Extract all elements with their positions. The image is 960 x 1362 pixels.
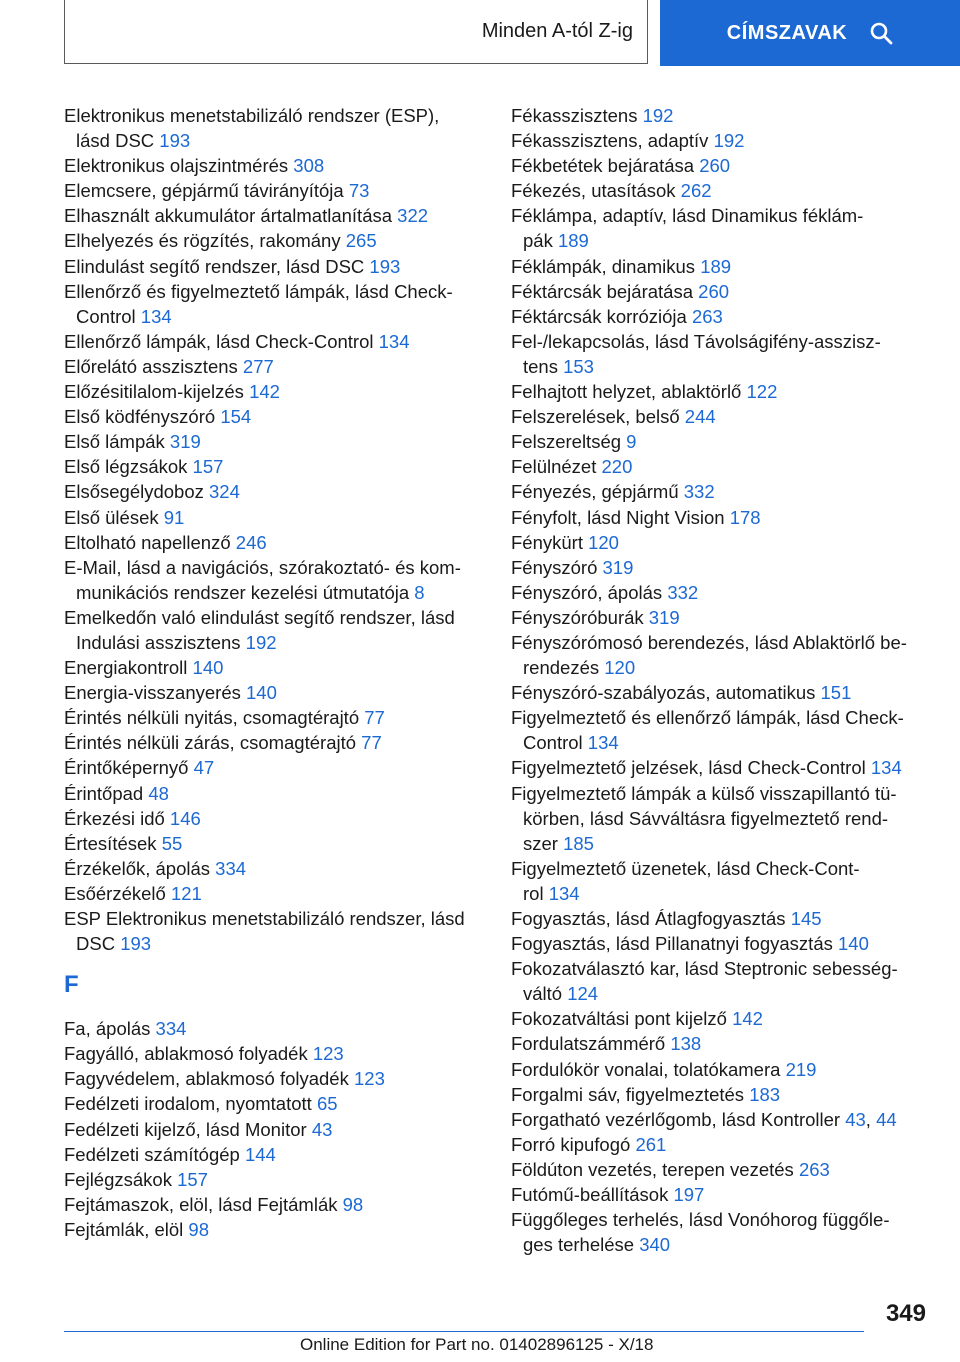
entry-text: Függőleges terhelés, lásd Vonóhorog függőle- [511,1209,890,1231]
page-reference-link[interactable]: 277 [242,355,274,377]
index-entry [511,1057,941,1082]
index-entry [64,755,484,780]
page-reference-link[interactable]: 8 [414,581,425,603]
page-reference-link[interactable]: 244 [684,406,716,428]
entry-text: ESP Elektronikus menetstabilizáló rendszer, lásd [64,908,465,929]
index-entry [64,254,484,279]
entry-text: Elhasznált akkumulátor ártalmatlanítása [64,205,393,227]
index-entry [64,505,484,530]
entry-text: Elektronikus olajszintmérés [64,155,289,177]
page-reference-link[interactable]: 319 [648,606,680,628]
entry-text: Fokozatváltási pont kijelző [511,1008,727,1030]
entry-text: Fényszórómosó berendezés, lásd Ablaktörlő be- [511,631,907,653]
entry-text-continued: rendezés [523,657,600,679]
index-entry [64,404,484,429]
entry-text: Fékbetétek bejáratása [511,155,695,177]
entry-text: Elektronikus menetstabilizáló rendszer (ESP), [64,105,440,126]
page-reference-link[interactable]: 140 [246,682,277,704]
index-entry [64,153,484,178]
entry-text: Fa, ápolás [64,1018,151,1040]
entry-text-continued: körben, lásd Sávváltásra figyelmeztető rend- [523,807,889,829]
index-entry [511,429,941,454]
section-letter: F [64,971,79,999]
entry-text: Fejlégzsákok [64,1168,172,1190]
page-reference-link[interactable]: 142 [732,1008,763,1030]
entry-text: Fényezés, gépjármű [511,481,679,503]
page-reference-link[interactable]: 124 [567,983,599,1005]
entry-text: Felhajtott helyzet, ablaktörlő [511,381,742,403]
entry-text: Futómű-beállítások [511,1184,669,1206]
index-entry: Forgatható vezérlőgomb, lásd Kontroller 43, 44 [511,1108,897,1130]
index-entry [511,1157,941,1182]
page-reference-link[interactable]: 142 [249,381,280,403]
index-entry [511,530,941,555]
index-entry [511,755,941,780]
index-entry [64,705,484,730]
page-reference-link[interactable]: 193 [120,933,152,955]
page-reference-link[interactable]: 263 [691,305,723,327]
entry-text: Figyelmeztető lámpák a külső visszapillantó tü- [511,782,897,804]
index-column-left [64,103,484,1242]
page-reference-link[interactable]: 43 [845,1108,866,1130]
entry-text: Fénykürt [511,531,583,553]
page-reference-link[interactable]: 185 [563,832,594,854]
index-entry [511,630,941,680]
entry-text: Fényfolt, lásd Night Vision [511,506,725,528]
index-entry [511,605,941,630]
page-reference-link[interactable]: 134 [378,330,410,352]
page-reference-link[interactable]: 140 [838,933,869,955]
entry-text-continued: Control [523,732,583,754]
entry-text: Előzésitilalom-kijelzés [64,381,244,403]
page-reference-link[interactable]: 263 [798,1158,830,1180]
entry-text: Érkezési idő [64,807,165,829]
page-reference-link[interactable]: 219 [785,1058,817,1080]
index-column-right [511,103,941,1257]
entry-text: Fedélzeti irodalom, nyomtatott [64,1093,312,1115]
entry-text: Fordulatszámmérő [511,1033,666,1055]
page-reference-link[interactable]: 65 [316,1093,338,1115]
page-reference-link[interactable]: 91 [163,506,185,528]
index-entry [64,680,484,705]
entry-text: Elindulást segítő rendszer, lásd DSC [64,255,365,277]
index-entry [511,1082,941,1107]
entry-text: Fedélzeti számítógép [64,1143,240,1165]
index-entry [64,555,484,605]
entry-text: E-Mail, lásd a navigációs, szórakoztató- és kom- [64,556,461,578]
entry-text: Forró kipufogó [511,1133,631,1155]
index-entry [511,454,941,479]
page-reference-link[interactable]: 43 [311,1118,333,1140]
page-reference-link[interactable]: 55 [161,832,183,854]
entry-text-continued: munikációs rendszer kezelési útmutatója [76,581,410,603]
page-reference-link[interactable]: 73 [348,180,370,202]
page-reference-link[interactable]: 189 [557,230,589,252]
entry-text: Érintés nélküli nyitás, csomagtérajtó [64,707,360,729]
index-entry [64,655,484,680]
index-entry [511,906,941,931]
index-entry [64,354,484,379]
page-reference-link[interactable]: 319 [169,431,201,453]
entry-text-continued: DSC [76,933,116,955]
entry-text: Fékasszisztens, adaptív [511,130,709,152]
entry-text: Fedélzeti kijelző, lásd Monitor [64,1118,307,1140]
page-reference-link[interactable]: 332 [683,481,715,503]
page-reference-link[interactable]: 183 [749,1083,781,1105]
index-entry [511,1031,941,1056]
tab-index-label: Minden A-tól Z-ig [481,20,633,42]
index-entry [511,1207,941,1257]
entry-text: Energia-visszanyerés [64,682,241,704]
index-entry [511,931,941,956]
index-entry [511,555,941,580]
page-reference-link[interactable]: 197 [673,1184,705,1206]
page-reference-link[interactable]: 260 [698,280,730,302]
entry-text: Fagyvédelem, ablakmosó folyadék [64,1068,349,1090]
page-reference-link[interactable]: 189 [700,255,732,277]
entry-text-continued: ges terhelése [523,1234,635,1256]
page-reference-link[interactable]: 340 [639,1234,671,1256]
page-reference-link[interactable]: 134 [140,305,172,327]
page-reference-link[interactable]: 47 [193,757,215,779]
index-entry [64,1142,484,1167]
index-entry [64,228,484,253]
entry-text: Fejtámaszok, elöl, lásd Fejtámlák [64,1193,338,1215]
entry-text: Fényszóró-szabályozás, automatikus [511,682,816,704]
index-entry [64,831,484,856]
entry-text: Fényszóró [511,556,598,578]
entry-text: Felszereltség [511,431,622,453]
page-reference-link[interactable]: 9 [626,431,637,453]
index-entry [511,479,941,504]
entry-text: Első ködfényszóró [64,406,216,428]
page-reference-link[interactable]: 77 [361,732,382,754]
index-entry [64,730,484,755]
index-entry [64,329,484,354]
page-reference-link[interactable]: 334 [155,1018,187,1040]
index-entry [511,705,941,755]
index-entry [64,1016,484,1041]
entry-text: Érintőpad [64,782,144,804]
entry-text: Fejtámlák, elöl [64,1218,184,1240]
index-entry [64,1066,484,1091]
index-entry [64,203,484,228]
index-entry [64,429,484,454]
footer-edition-text: Online Edition for Part no. 01402896125 - X/18 [300,1335,654,1354]
page-reference-link[interactable]: 261 [635,1133,667,1155]
page-reference-link[interactable]: 246 [235,531,267,553]
page-reference-link[interactable]: 220 [601,456,633,478]
entry-text: Előrelátó asszisztens [64,355,238,377]
entry-text: Fagyálló, ablakmosó folyadék [64,1043,308,1065]
entry-text: Forgatható vezérlőgomb, lásd Kontroller [511,1108,841,1130]
entry-text: Fényszóró, ápolás [511,581,663,603]
page-reference-link[interactable]: 154 [220,406,252,428]
page-reference-link[interactable]: 192 [713,130,745,152]
page-reference-link[interactable]: 265 [345,230,377,252]
index-entry [64,806,484,831]
index-entry [511,178,941,203]
entry-text-continued: Indulási asszisztens [76,631,241,653]
entry-text: Fékasszisztens [511,105,638,126]
page-reference-link[interactable]: 145 [790,908,822,929]
index-entry [64,103,484,153]
index-entry [64,605,484,655]
entry-text: Fogyasztás, lásd Pillanatnyi fogyasztás [511,933,833,955]
entry-text-continued: lásd DSC [76,130,155,152]
page-reference-link[interactable]: 138 [670,1033,702,1055]
index-entry [511,680,941,705]
index-entry [511,103,941,128]
index-entry [511,781,941,856]
entry-text-continued: rol [523,882,544,904]
index-entry [511,1132,941,1157]
entry-text: Emelkedőn való elindulást segítő rendszer, lásd [64,606,455,628]
entry-text: Fokozatválasztó kar, lásd Steptronic sebesség- [511,958,898,980]
search-icon[interactable] [869,21,893,45]
page-reference-link[interactable]: 44 [876,1108,897,1130]
page-reference-link[interactable]: 98 [342,1193,364,1215]
entry-text: Fordulókör vonalai, tolatókamera [511,1058,781,1080]
page-reference-link[interactable]: 192 [642,105,674,126]
entry-text-continued: tens [523,355,558,377]
index-entry [511,254,941,279]
page-reference-link[interactable]: 322 [397,205,429,227]
index-entry [64,1217,484,1242]
entry-text-continued: szer [523,832,558,854]
page-reference-link[interactable]: 192 [245,631,277,653]
page-reference-link[interactable]: 260 [699,155,731,177]
entry-text-continued: Control [76,305,136,327]
entry-text-continued: pák [523,230,553,252]
entry-text: Energiakontroll [64,657,188,679]
page-reference-link[interactable]: 153 [563,355,594,377]
entry-text: Érzékelők, ápolás [64,857,211,879]
top-navigation [0,0,960,66]
index-entry [64,781,484,806]
page-reference-link[interactable]: 77 [364,707,385,729]
index-entry [64,454,484,479]
tab-keywords-label: CÍMSZAVAK [726,21,848,44]
entry-text: Érintés nélküli zárás, csomagtérajtó [64,732,357,754]
page-reference-link[interactable]: 120 [604,657,636,679]
entry-text: Eltolható napellenző [64,531,231,553]
entry-text: Első ülések [64,506,159,528]
index-entry [511,329,941,379]
entry-text: Értesítések [64,832,157,854]
page-reference-link[interactable]: 134 [870,757,902,779]
page-reference-link[interactable]: 98 [188,1218,209,1240]
entry-text: Fényszóróburák [511,606,644,628]
page-reference-link[interactable]: 120 [588,531,619,553]
entry-text: Felszerelések, belső [511,406,680,428]
page-reference-link[interactable]: 157 [177,1168,208,1190]
page-reference-link[interactable]: 308 [293,155,325,177]
index-entry [64,1091,484,1116]
entry-text: Elhelyezés és rögzítés, rakomány [64,230,341,252]
index-entry [511,505,941,530]
page-reference-link[interactable]: 122 [746,381,778,403]
entry-text: Első lámpák [64,431,165,453]
index-entry [511,1182,941,1207]
index-entry [64,178,484,203]
entry-text-continued: váltó [523,983,563,1005]
page-reference-link[interactable]: 123 [354,1068,385,1090]
index-entry [64,1167,484,1192]
tab-keywords[interactable] [660,0,960,66]
entry-text: Figyelmeztető üzenetek, lásd Check-Cont- [511,857,860,879]
index-entry [64,881,484,906]
index-entry [511,203,941,253]
page-reference-link[interactable]: 193 [159,130,191,152]
entry-text: Érintőképernyő [64,757,189,779]
page-number: 349 [885,1300,926,1327]
page-reference-link[interactable]: 151 [820,682,852,704]
entry-text: Fel-/lekapcsolás, lásd Távolságifény-asszisz- [511,330,881,352]
page-reference-link[interactable]: 134 [548,882,580,904]
index-entry [64,1117,484,1142]
page-reference-link[interactable]: 121 [170,882,202,904]
index-entry [511,404,941,429]
page-reference-link[interactable]: 178 [729,506,761,528]
entry-text: Földúton vezetés, terepen vezetés [511,1158,794,1180]
entry-text: Féktárcsák korróziója [511,305,687,327]
index-entry [511,153,941,178]
index-entry [64,279,484,329]
page-reference-link[interactable]: 334 [215,857,247,879]
entry-text: Féktárcsák bejáratása [511,280,694,302]
index-entry [64,906,484,956]
index-entry [64,856,484,881]
index-entry [511,304,941,329]
entry-text: Ellenőrző lámpák, lásd Check-Control [64,330,374,352]
index-entry [511,1006,941,1031]
entry-text: Fékezés, utasítások [511,180,676,202]
index-entry [511,956,941,1006]
page-reference-link[interactable]: 48 [148,782,169,804]
page-reference-link[interactable]: 319 [602,556,634,578]
page-reference-link[interactable]: 146 [169,807,201,829]
index-entry [64,479,484,504]
entry-text: Elsősegélydoboz [64,481,204,503]
entry-text: Első légzsákok [64,456,188,478]
page-reference-link[interactable]: 140 [192,657,224,679]
entry-text: Féklámpa, adaptív, lásd Dinamikus féklám- [511,205,864,227]
entry-text: Féklámpák, dinamikus [511,255,696,277]
index-entry [511,856,941,906]
tab-index-a-z[interactable] [64,0,648,64]
footer-divider [64,1331,864,1332]
page-reference-link[interactable]: 123 [312,1043,344,1065]
entry-text: Esőérzékelő [64,882,166,904]
index-entry [511,128,941,153]
index-entry [64,1192,484,1217]
index-entry [511,379,941,404]
page-reference-link[interactable]: 324 [209,481,240,503]
index-entry [64,530,484,555]
index-entry [511,580,941,605]
page-reference-link[interactable]: 134 [587,732,619,754]
page-reference-link[interactable]: 157 [192,456,224,478]
entry-text: Figyelmeztető jelzések, lásd Check-Control [511,757,866,779]
page-reference-link[interactable]: 193 [369,255,401,277]
index-entry [64,1041,484,1066]
entry-text: Elemcsere, gépjármű távirányítója [64,180,344,202]
index-entry [511,279,941,304]
entry-text: Forgalmi sáv, figyelmeztetés [511,1083,745,1105]
entry-text: Figyelmeztető és ellenőrző lámpák, lásd Check- [511,707,904,729]
entry-text: Fogyasztás, lásd Átlagfogyasztás [511,908,786,929]
page-reference-link[interactable]: 262 [680,180,712,202]
entry-text: Ellenőrző és figyelmeztető lámpák, lásd Check- [64,280,453,302]
index-entry [64,379,484,404]
page-reference-link[interactable]: 144 [244,1143,276,1165]
entry-text: Felülnézet [511,456,597,478]
page-reference-link[interactable]: 332 [667,581,699,603]
